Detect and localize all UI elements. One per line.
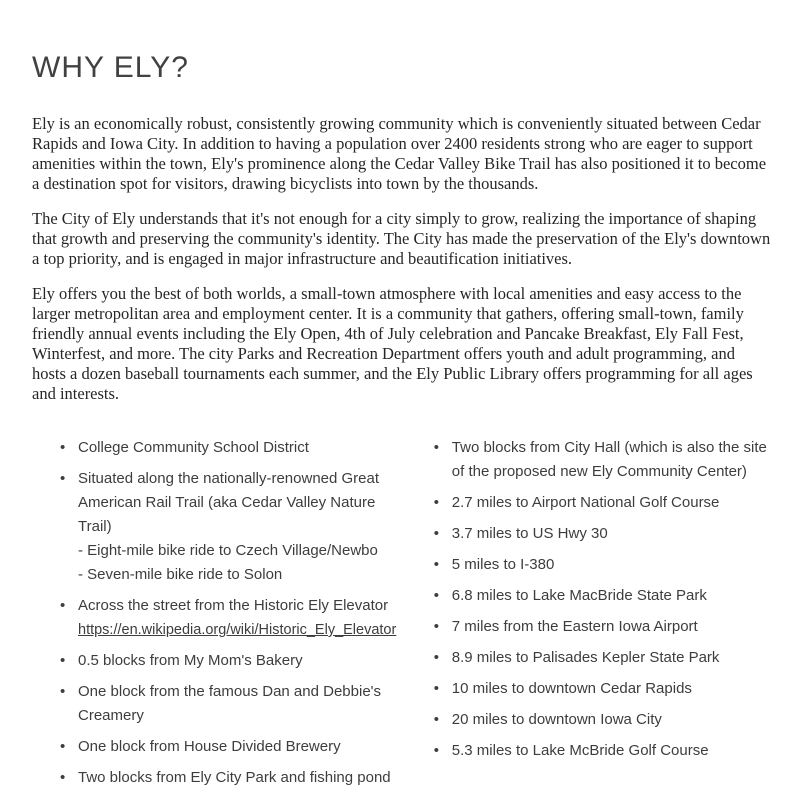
list-item (58, 680, 406, 728)
link-line (78, 618, 406, 642)
list-item (432, 615, 772, 639)
list-item-text: 7 miles from the Eastern Iowa Airport (451, 618, 698, 635)
list-item (432, 584, 772, 608)
list-item-text: 6.8 miles to Lake MacBride State Park (451, 587, 707, 604)
list-item-text: Situated along the nationally-renowned Great American Rail Trail (aka Cedar Valley Nature Trail) (78, 470, 380, 535)
list-item (432, 708, 772, 732)
left-bullet-list (58, 436, 406, 790)
list-item (432, 677, 772, 701)
list-item-text: 20 miles to downtown Iowa City (451, 711, 662, 728)
list-item-text: Two blocks from Ely City Park and fishing pond (78, 769, 391, 786)
list-item (58, 594, 406, 642)
list-item-text: Two blocks from City Hall (which is also the site of the proposed new Ely Community Center) (451, 439, 767, 480)
paragraph-community-overview: Ely is an economically robust, consistently growing community which is conveniently situated between Cedar Rapids and Iowa City. In addition to having a population over 2400 residents strong who are eager to support amenities within the town, Ely's prominence along the Cedar Valley Bike Trail has also positioned it to become a destination spot for visitors, drawing bicyclists into town by the thousands. (32, 114, 767, 193)
left-column (58, 436, 406, 797)
right-column (432, 436, 772, 797)
paragraph-best-of-both-worlds: Ely offers you the best of both worlds, a small-town atmosphere with local amenities and easy access to the larger metropolitan area and employment center. It is a community that gathers, offering small-town, family friendly annual events including the Ely Open, 4th of July celebration and Pancake Breakfast, Ely Fall Fest, Winterfest, and more. The city Parks and Recreation Department offers youth and adult programming, and hosts a dozen baseball tournaments each summer, and the Ely Public Library offers programming for all ages and interests. (32, 284, 753, 403)
list-item (58, 467, 406, 587)
list-item-text: College Community School District (78, 439, 309, 456)
list-item (432, 522, 772, 546)
list-item-text: 2.7 miles to Airport National Golf Course (451, 494, 720, 511)
list-item (432, 491, 772, 515)
list-item-text: 0.5 blocks from My Mom's Bakery (78, 652, 303, 669)
list-item (432, 739, 772, 763)
sub-item: - Eight-mile bike ride to Czech Village/Newbo (78, 542, 378, 559)
list-item (432, 436, 772, 484)
list-item (58, 649, 406, 673)
list-item-text: One block from the famous Dan and Debbie's Creamery (78, 683, 382, 724)
list-item-text: Across the street from the Historic Ely Elevator (78, 597, 389, 614)
list-item-text: 5.3 miles to Lake McBride Golf Course (451, 742, 709, 759)
amenities-lists (32, 436, 772, 797)
list-item-text: 3.7 miles to US Hwy 30 (451, 525, 608, 542)
page-title: WHY ELY? (32, 51, 189, 84)
sub-item: - Seven-mile bike ride to Solon (78, 566, 283, 583)
list-item (432, 646, 772, 670)
intro-paragraphs (32, 114, 772, 404)
list-item-text: 8.9 miles to Palisades Kepler State Park (451, 649, 720, 666)
list-item-text: One block from House Divided Brewery (78, 738, 341, 755)
list-item-text: 10 miles to downtown Cedar Rapids (451, 680, 692, 697)
right-bullet-list (432, 436, 772, 763)
list-item (58, 436, 406, 460)
paragraph-city-priorities: The City of Ely understands that it's not enough for a city simply to grow, realizing the importance of shaping that growth and preserving the community's identity. The City has made the preservation of the Ely's downtown a top priority, and is engaged in major infrastructure and beautification initiatives. (32, 209, 771, 268)
list-item (432, 553, 772, 577)
list-item (58, 735, 406, 759)
wikipedia-link[interactable]: https://en.wikipedia.org/wiki/Historic_Ely_Elevator (78, 622, 397, 638)
list-item-text: 5 miles to I-380 (451, 556, 555, 573)
list-item (58, 766, 406, 790)
